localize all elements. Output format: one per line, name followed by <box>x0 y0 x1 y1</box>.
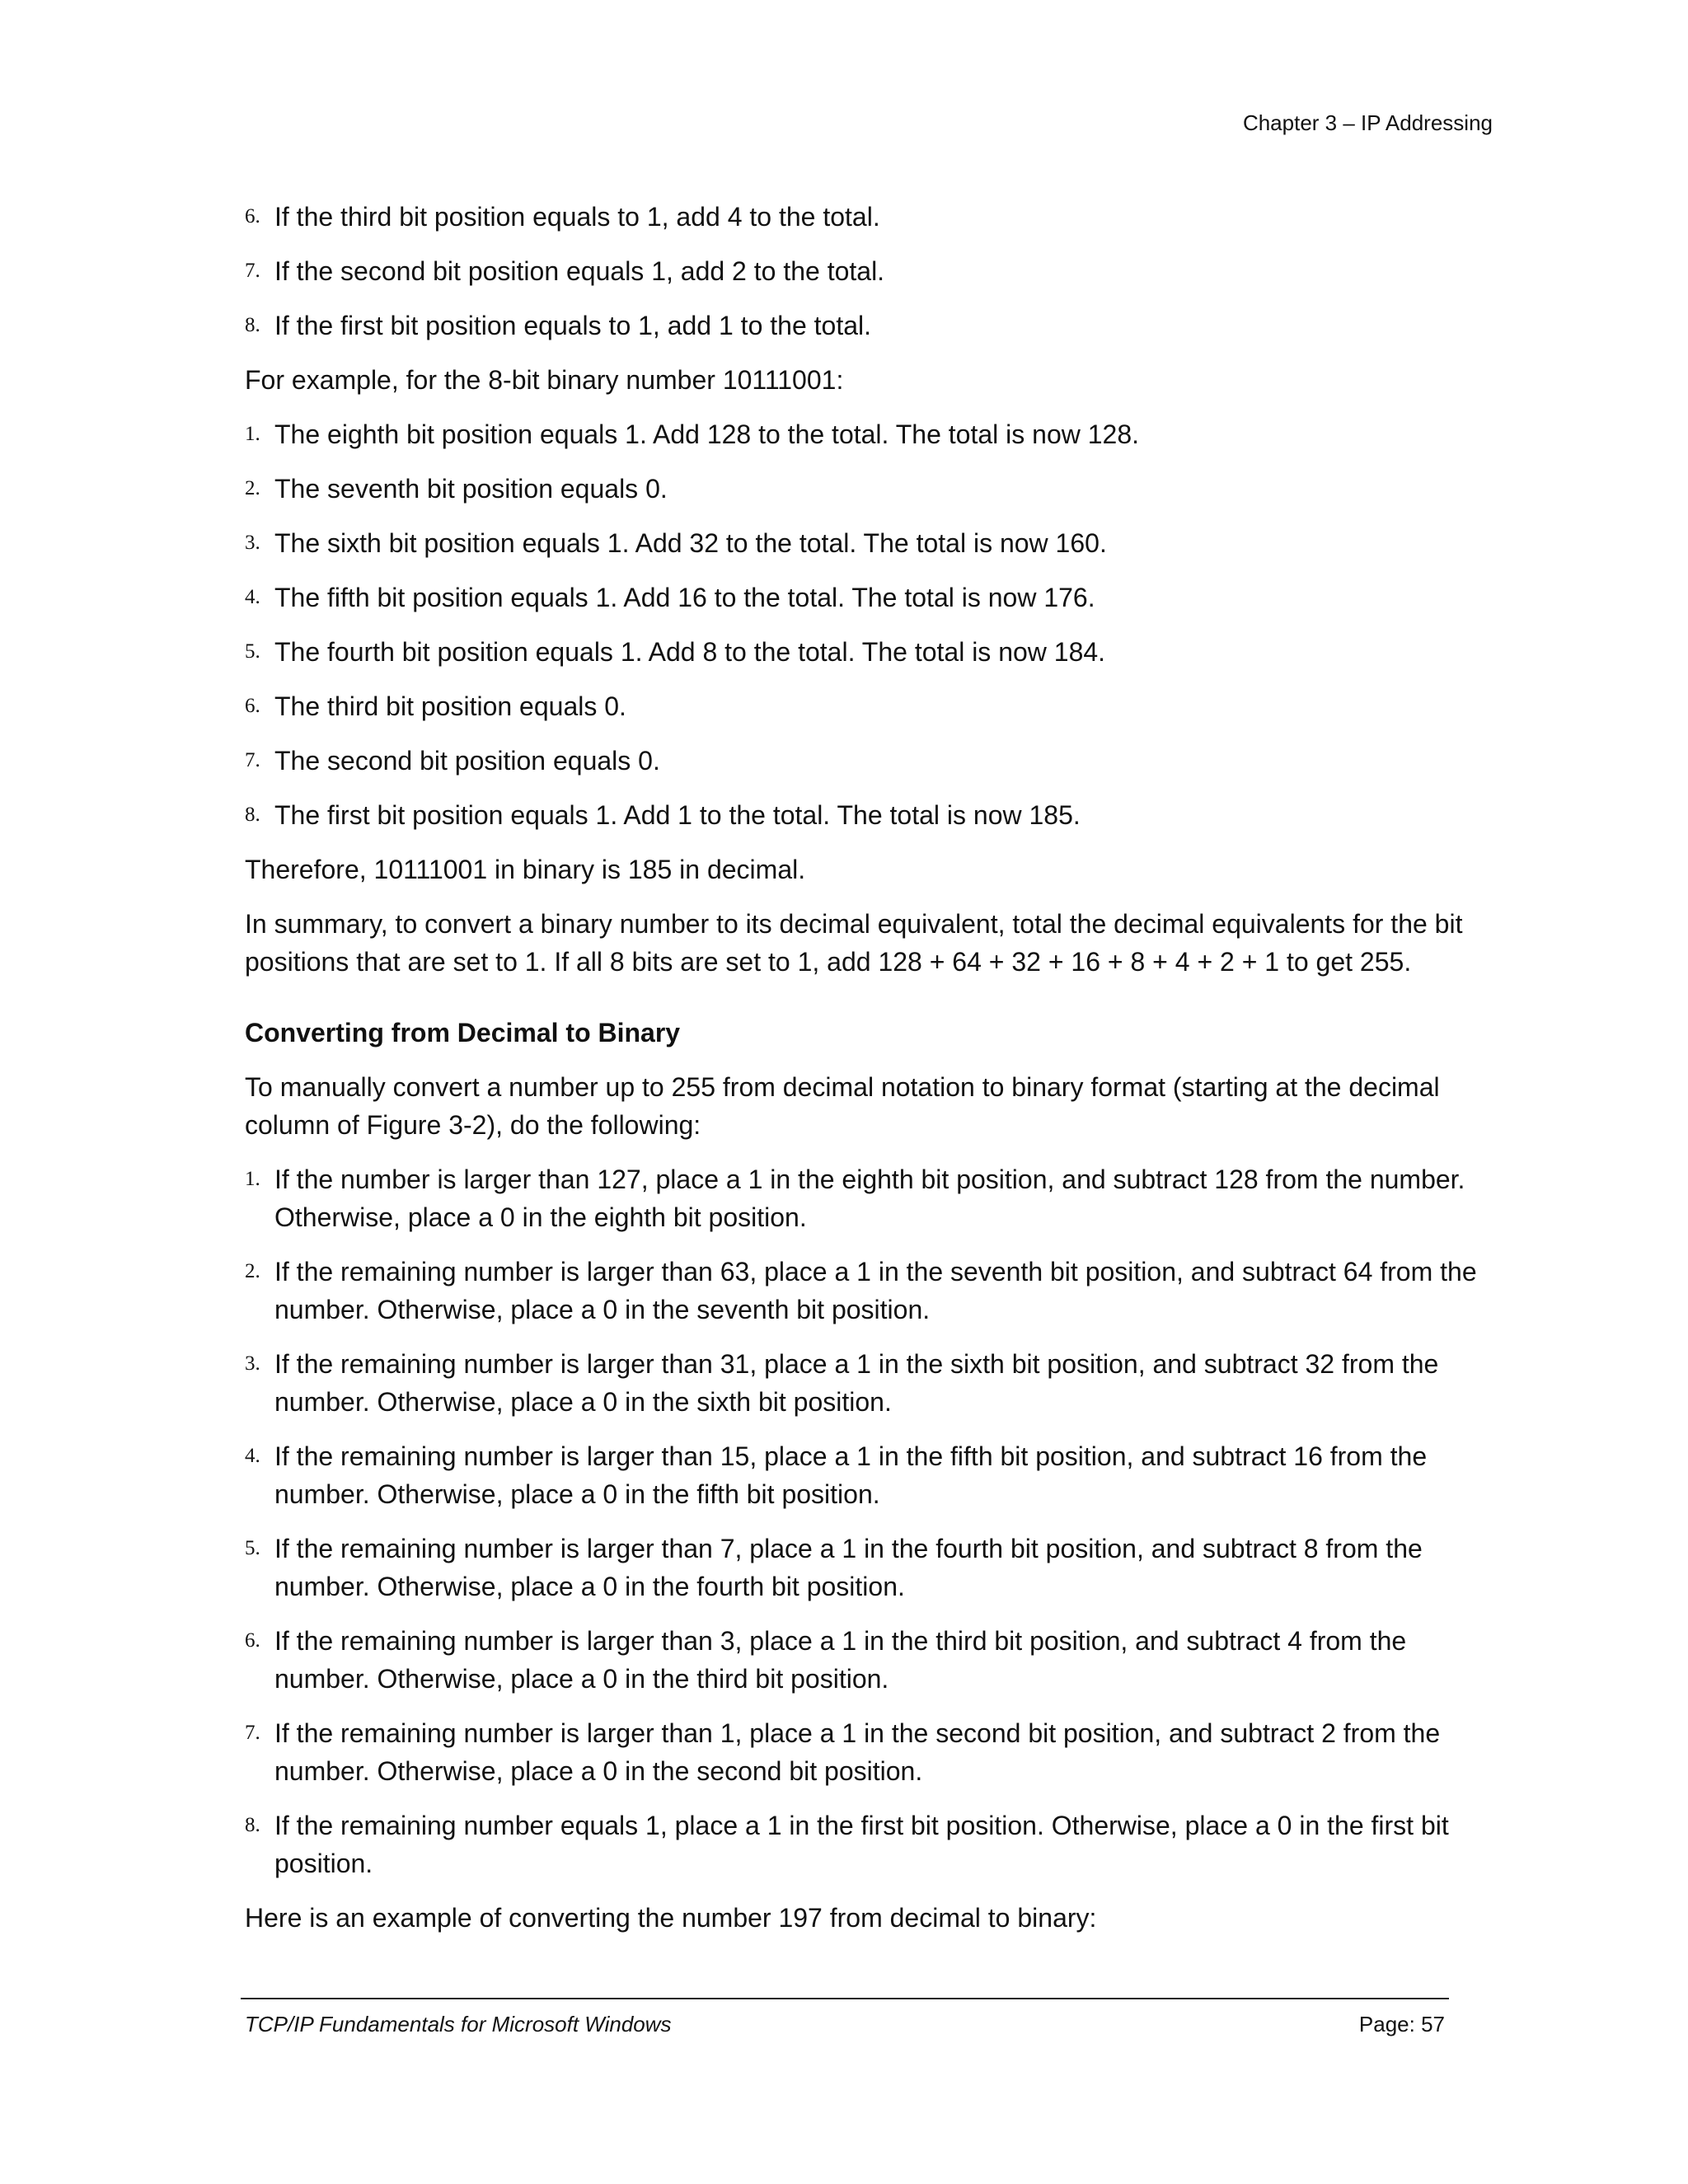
list-number: 1. <box>245 1168 260 1190</box>
list-item <box>245 415 1498 453</box>
list-text: If the first bit position equals to 1, add 1 to the total. <box>274 311 871 340</box>
list-number: 2. <box>245 477 260 499</box>
list-text: If the remaining number is larger than 1, place a 1 in the second bit position, and subtract 2 from the number. Otherwise, place a 0 in the second bit position. <box>274 1718 1441 1786</box>
therefore-paragraph: Therefore, 10111001 in binary is 185 in decimal. <box>245 855 806 884</box>
list-item <box>245 633 1498 671</box>
list-item <box>245 1345 1498 1421</box>
list-example-steps <box>245 415 1498 834</box>
list-number: 8. <box>245 804 260 826</box>
list-number: 8. <box>245 314 260 336</box>
list-number: 4. <box>245 586 260 608</box>
section-intro: To manually convert a number up to 255 from decimal notation to binary format (starting at the decimal column of Figure 3-2), do the following: <box>245 1072 1440 1140</box>
closing-paragraph: Here is an example of converting the number 197 from decimal to binary: <box>245 1903 1097 1933</box>
list-text: If the remaining number is larger than 31, place a 1 in the sixth bit position, and subtract 32 from the number. Otherwise, place a 0 in the sixth bit position. <box>274 1349 1439 1417</box>
list-number: 7. <box>245 260 260 282</box>
list-item <box>245 1622 1498 1698</box>
list-number: 3. <box>245 532 260 554</box>
list-number: 6. <box>245 695 260 717</box>
list-item <box>245 1714 1498 1790</box>
footer-title: TCP/IP Fundamentals for Microsoft Windows <box>245 2012 672 2036</box>
list-text: The second bit position equals 0. <box>274 746 660 776</box>
list-item <box>245 1807 1498 1882</box>
page-number: Page: 57 <box>1358 2012 1445 2036</box>
list-text: If the remaining number is larger than 15, place a 1 in the fifth bit position, and subtract 16 from the number. Otherwise, place a 0 in the fifth bit position. <box>274 1441 1428 1509</box>
running-header: Chapter 3 – IP Addressing <box>1242 110 1493 135</box>
list-number: 5. <box>245 640 260 663</box>
list-continued-steps <box>245 198 1498 344</box>
page-body <box>245 198 1498 1953</box>
list-number: 7. <box>245 749 260 771</box>
list-item <box>245 1253 1498 1329</box>
list-item <box>245 687 1498 725</box>
footer-divider <box>241 1998 1449 1999</box>
list-text: The third bit position equals 0. <box>274 691 626 721</box>
list-text: If the remaining number equals 1, place a 1 in the first bit position. Otherwise, place a 0 in the first bit position. <box>274 1811 1449 1878</box>
example-intro: For example, for the 8-bit binary number 10111001: <box>245 365 844 395</box>
list-number: 6. <box>245 1629 260 1652</box>
list-conversion-steps <box>245 1160 1498 1882</box>
list-text: If the remaining number is larger than 7, place a 1 in the fourth bit position, and subtract 8 from the number. Otherwise, place a 0 in the fourth bit position. <box>274 1534 1423 1601</box>
list-item <box>245 198 1498 236</box>
list-number: 6. <box>245 205 260 227</box>
list-text: If the third bit position equals to 1, add 4 to the total. <box>274 202 880 232</box>
list-number: 2. <box>245 1260 260 1282</box>
list-item <box>245 1160 1498 1236</box>
list-number: 7. <box>245 1722 260 1744</box>
list-text: The sixth bit position equals 1. Add 32 to the total. The total is now 160. <box>274 528 1107 558</box>
list-text: The seventh bit position equals 0. <box>274 474 668 504</box>
list-item <box>245 1437 1498 1513</box>
section-heading: Converting from Decimal to Binary <box>245 1018 681 1047</box>
list-number: 5. <box>245 1537 260 1559</box>
list-item <box>245 1530 1498 1605</box>
summary-paragraph: In summary, to convert a binary number to its decimal equivalent, total the decimal equivalents for the bit positions that are set to 1. If all 8 bits are set to 1, add 128 + 64 + 32 + 16 + 8 + 4 + 2 + 1 to get 255. <box>245 909 1463 977</box>
list-text: The fourth bit position equals 1. Add 8 to the total. The total is now 184. <box>274 637 1106 667</box>
list-number: 1. <box>245 423 260 445</box>
list-number: 4. <box>245 1445 260 1467</box>
list-text: The first bit position equals 1. Add 1 to the total. The total is now 185. <box>274 800 1081 830</box>
list-item <box>245 524 1498 562</box>
list-text: If the second bit position equals 1, add 2 to the total. <box>274 256 885 286</box>
list-number: 8. <box>245 1814 260 1836</box>
list-text: The fifth bit position equals 1. Add 16 to the total. The total is now 176. <box>274 583 1095 612</box>
list-number: 3. <box>245 1352 260 1375</box>
list-item <box>245 470 1498 508</box>
list-text: If the remaining number is larger than 63, place a 1 in the seventh bit position, and subtract 64 from the number. Otherwise, place a 0 in the seventh bit position. <box>274 1257 1477 1324</box>
list-item <box>245 796 1498 834</box>
list-item <box>245 307 1498 344</box>
list-item <box>245 252 1498 290</box>
list-text: If the number is larger than 127, place a 1 in the eighth bit position, and subtract 128 from the number. Otherwise, place a 0 in the eighth bit position. <box>274 1165 1465 1232</box>
list-item <box>245 579 1498 616</box>
list-item <box>245 742 1498 780</box>
list-text: The eighth bit position equals 1. Add 128 to the total. The total is now 128. <box>274 419 1140 449</box>
list-text: If the remaining number is larger than 3, place a 1 in the third bit position, and subtract 4 from the number. Otherwise, place a 0 in the third bit position. <box>274 1626 1407 1694</box>
